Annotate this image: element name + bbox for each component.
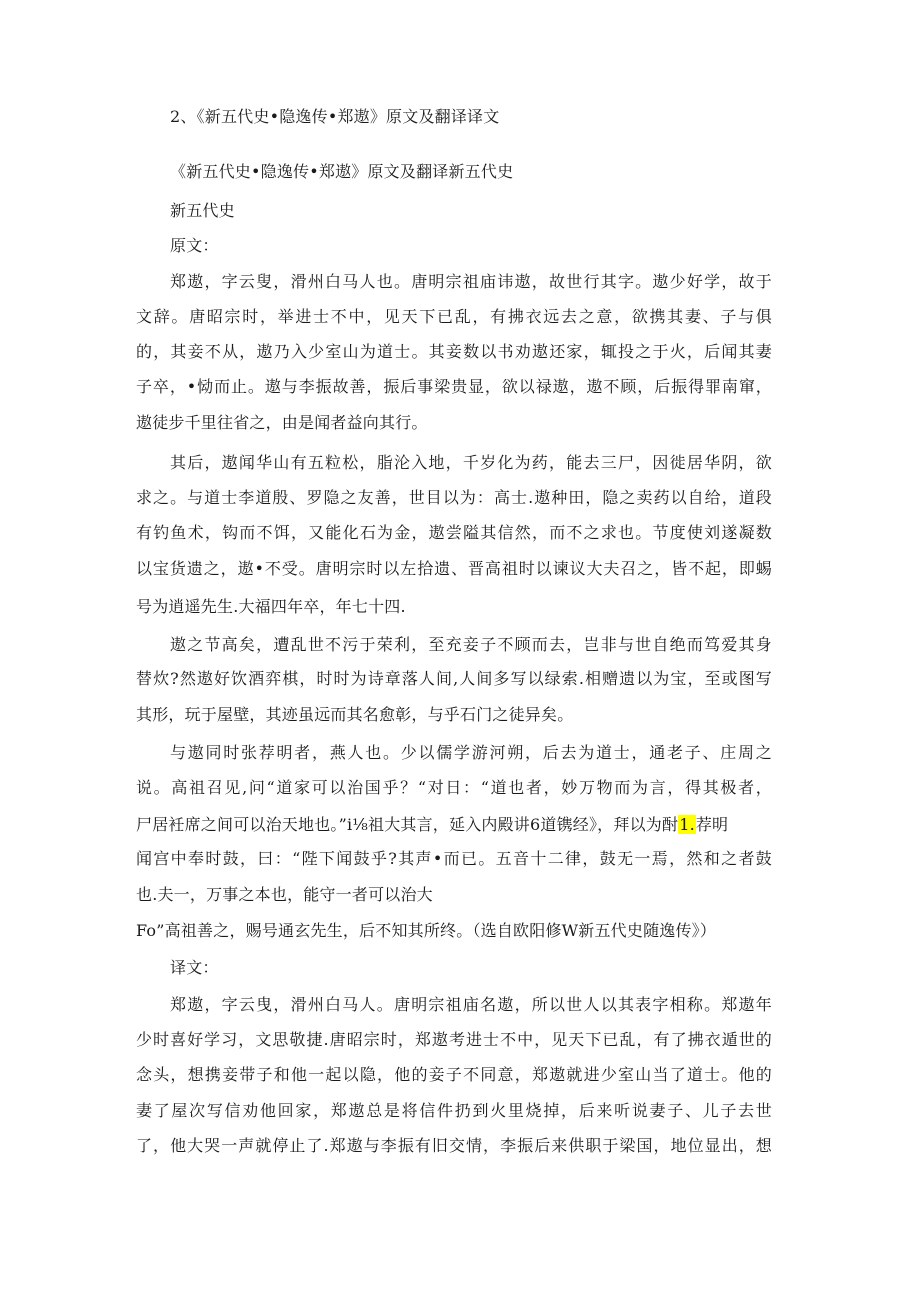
original-line: 遨徒步千里往省之，由是闻者益向其行。	[136, 413, 428, 432]
original-line-text: 尸居衽席之间可以治天地也。”i⅛祖大其言，延入内殿讲6道镌经》，拜以为酎	[136, 815, 679, 834]
original-line: 以宝货遗之，遨•不受。唐明宗时以左拾遗、晋高祖时以谏议大夫召之，皆不起，即蜴	[136, 559, 772, 578]
original-line: 有钓鱼术，钩而不饵，又能化石为金，遨尝隘其信然，而不之求也。节度使刘遂凝数	[136, 523, 772, 542]
translation-line: 少时喜好学习，文思敬捷.唐昭宗时，郑遨考进士不中，见天下已乱，有了拂衣遁世的	[136, 1030, 772, 1049]
translation-line: 念头，想携妾带子和他一起以隐，他的妾子不同意，郑遨就进少室山当了道士。他的	[136, 1065, 772, 1084]
yellow-highlight-mark: 1.	[679, 815, 695, 834]
original-line: 其后，遨闻华山有五粒松，脂沦入地，千岁化为药，能去三尸，因徙居华阴，欲	[170, 453, 772, 472]
book-label: 新五代史	[170, 201, 235, 220]
original-line: 说。高祖召见,问“道家可以治国乎？“对日：“道也者，妙万物而为言，得其极者，	[136, 778, 772, 797]
original-line-highlighted	[136, 815, 728, 835]
original-line: 求之。与道士李道殷、罗隐之友善，世目以为：高士.遨种田，隐之卖药以自给，道段	[136, 488, 772, 507]
translation-line: 了，他大哭一声就停止了.郑遨与李振有旧交情，李振后来供职于梁国，地位显出，想	[136, 1136, 772, 1155]
original-line: 也.夫一，万事之本也，能守一者可以治大	[136, 885, 433, 904]
original-line: 遨之节高矣，遭乱世不污于荣利，至充妾子不顾而去，岂非与世自绝而笃爱其身	[170, 635, 772, 654]
translation-label: 译文：	[170, 958, 219, 977]
original-line: 闻宫中奉时鼓，曰：“陛下闻鼓乎?其声•而已。五音十二律，鼓无一焉，然和之者鼓	[136, 849, 772, 868]
original-line: 文辞。唐昭宗时，举进士不中，见天下已乱，有拂衣远去之意，欲携其妻、子与俱	[136, 307, 772, 326]
original-line: 的，其妾不从，遨乃入少室山为道士。其妾数以书劝遨还家，辄投之于火，后闻其妻	[136, 342, 772, 361]
original-line: 替炊?然遨好饮酒弈棋，时时为诗章落人间,人间多写以绿索.相赠遗以为宝，至或图写	[136, 669, 772, 688]
original-line: Fo”高祖善之，赐号通玄先生，后不知其所终。（选自欧阳修W新五代史随逸传》）	[136, 921, 717, 940]
document-heading: 2、《新五代史•隐逸传•郑遨》原文及翻译译文	[170, 107, 500, 126]
translation-line: 郑遨，字云曳，滑州白马人。唐明宗祖庙名遨，所以世人以其表字相称。郑遨年	[170, 995, 772, 1014]
original-label: 原文：	[170, 236, 219, 255]
original-line: 号为逍遥先生.大福四年卒，年七十四.	[136, 597, 406, 616]
original-line: 与遨同时张荐明者，燕人也。少以儒学游河朔，后去为道士，通老子、庄周之	[170, 743, 772, 762]
original-line: 其形，玩于屋壁，其迹虽远而其名愈彰，与乎石门之徒异矣。	[136, 705, 574, 724]
original-line-tail: 荐明	[695, 815, 729, 834]
original-line: 子卒，•恸而止。遨与李振故善，振后事梁贵显，欲以禄遨，遨不顾，后振得罪南窜，	[136, 377, 772, 396]
translation-line: 妻了屋次写信劝他回家，郑遨总是将信件扔到火里烧掉，后来听说妻子、儿子去世	[136, 1101, 772, 1120]
document-subheading: 《新五代史•隐逸传•郑遨》原文及翻译新五代史	[170, 162, 514, 181]
original-line: 郑遨，字云叟，滑州白马人也。唐明宗祖庙讳遨，故世行其字。遨少好学，故于	[170, 272, 772, 291]
